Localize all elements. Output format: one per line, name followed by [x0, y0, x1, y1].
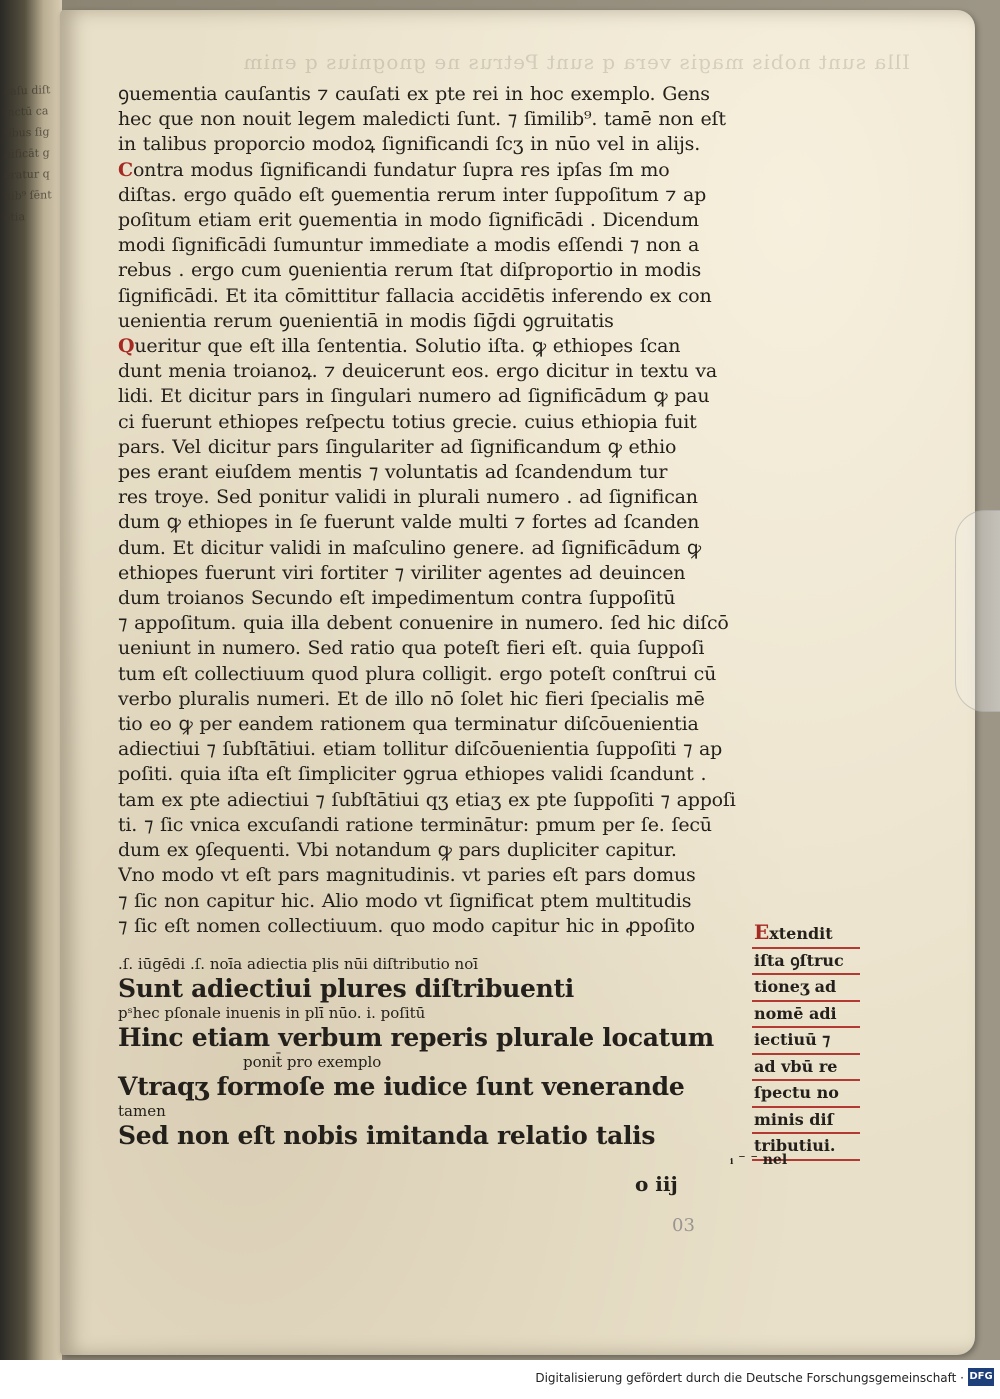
- bottom-marks: ᵢ ⁻ ⁻ nel: [730, 1152, 788, 1168]
- text-line: dum. Et dicitur validi in maſculino genere. ad ſignificādum ꝙ: [118, 536, 701, 559]
- marginal-note-line: iſta ꝯſtruc: [752, 949, 860, 976]
- marginal-note-line: minis diſ: [752, 1108, 860, 1135]
- text-line: poſiti. quia iſta eſt ſimpliciter ꝯgrua ethiopes validi ſcandunt .: [118, 763, 707, 786]
- verse-line: [118, 1121, 738, 1151]
- verse-line: [118, 974, 738, 1004]
- text-line: ⁊ appoſitum. quia illa debent conuenire in numero. ſed hic diſcō: [118, 612, 729, 635]
- show-through-text: Illa sunt nobis magis vera q sunt Petrus ne gnognius q enim: [242, 50, 910, 74]
- rubric-initial: C: [118, 158, 133, 181]
- page-holder-clip: [955, 510, 1000, 712]
- text-line: ⁊ ſic non capitur hic. Alio modo vt ſignificat ptem multitudis: [118, 889, 692, 912]
- rubric-initial: E: [754, 920, 770, 944]
- text-line: ti. ⁊ ſic vnica excuſandi ratione terminātur: pmum per ſe. ſecū: [118, 813, 712, 836]
- rubric-initial: Q: [118, 335, 135, 358]
- interlinear-gloss: tamen: [118, 1102, 166, 1120]
- text-line: pes erant eiuſdem mentis ⁊ voluntatis ad ſcandendum tur: [118, 461, 668, 484]
- text-line: diſtas. ergo quādo eſt ꝯuementia rerum inter ſuppoſitum ⁊ ap: [118, 183, 707, 206]
- text-line: ⁊ ſic eſt nomen collectiuum. quo modo capitur hic in ꝓpoſito: [118, 914, 695, 937]
- text-line: tam ex pte adiectiui ⁊ ſubſtātiui qʒ etiaʒ ex pte ſuppoſiti ⁊ appoſi: [118, 788, 736, 811]
- dfg-logo-icon: DFG: [968, 1368, 994, 1386]
- text-line: ethiopes fuerunt viri fortiter ⁊ viriliter agentes ad deuincen: [118, 561, 686, 584]
- text-line: verbo pluralis numeri. Et de illo nō ſolet hic fieri ſpecialis mē: [118, 687, 705, 710]
- verse-text: Hinc etiam verbum reperis plurale locatum: [118, 1023, 714, 1052]
- main-text-block: [118, 82, 778, 939]
- verse-block: [118, 955, 738, 1151]
- verse-text: Sed non eſt nobis imitanda relatio talis: [118, 1121, 656, 1150]
- text-line: Queritur que eſt illa ſententia. Solutio iſta. ꝙ ethiopes ſcan: [118, 335, 681, 358]
- text-line: poſitum etiam erit ꝯuementia in modo ſignificādi . Dicendum: [118, 209, 699, 232]
- marginal-note-line: ſpectu no: [752, 1081, 860, 1108]
- marginal-note: [752, 920, 860, 1161]
- text-line: tum eſt collectiuum quod plura colligit. ergo poteſt conſtrui cū: [118, 662, 717, 685]
- text-line: pars. Vel dicitur pars ſingulariter ad ſignificandum ꝙ ethio: [118, 435, 677, 458]
- interlinear-gloss: .ſ. iūgēdi .ſ. noīa adiectia plis nūi diſtributio noī: [118, 955, 479, 973]
- text-line: dum ex ꝯſequenti. Vbi notandum ꝙ pars dupliciter capitur.: [118, 839, 677, 862]
- text-line: dum troianos Secundo eſt impedimentum contra ſuppoſitū: [118, 587, 676, 610]
- marginal-note-line: tributiui.: [752, 1134, 860, 1161]
- verse-line: [118, 1023, 738, 1053]
- marginal-note-line: Extendit: [752, 920, 860, 949]
- text-line: ꝯuementia cauſantis ⁊ cauſati ex pte rei in hoc exemplo. Gens: [118, 83, 710, 105]
- text-line: modi ſignificādi ſumuntur immediate a modis eſſendi ⁊ non a: [118, 234, 700, 257]
- verse-line: [118, 1072, 738, 1102]
- marginal-note-line: tioneʒ ad: [752, 975, 860, 1002]
- text-line: ci fuerunt ethiopes reſpectu totius grecie. cuius ethiopia fuit: [118, 410, 697, 433]
- interlinear-gloss: ponit̄ pro exemplo: [243, 1053, 382, 1071]
- text-line: rebus . ergo cum ꝯuenientia rerum ſtat diſproportio in modis: [118, 259, 702, 282]
- footer-credit: Digitalisierung gefördert durch die Deutsche Forschungsgemeinschaft ·: [535, 1371, 964, 1385]
- footer-bar: [0, 1360, 1000, 1399]
- verse-text: Vtraqʒ formoſe me iudice ſunt venerande: [118, 1072, 685, 1101]
- interlinear-gloss: pˢhec pſonale inuenis in plī nūo. i. poſitū: [118, 1004, 426, 1022]
- marginal-note-line: iectiuū ⁊: [752, 1028, 860, 1055]
- facing-page-bleed: caſu diſtinctū caſibus ſignificāt geratur quib⁹ ſēntētia: [4, 83, 52, 224]
- text-line: Vno modo vt eſt pars magnitudinis. vt paries eſt pars domus: [118, 864, 696, 887]
- text-line: ſignificādi. Et ita cōmittitur fallacia accidētis inferendo ex con: [118, 284, 712, 307]
- text-line: dum ꝙ ethiopes in ſe fuerunt valde multi ⁊ fortes ad ſcanden: [118, 511, 700, 534]
- text-line: hec que non nouit legem maledicti ſunt. ⁊ ſimilib⁹. tamē non eſt: [118, 108, 726, 131]
- verse-text: Sunt adiectiui plures diſtribuenti: [118, 974, 574, 1003]
- text-line: lidi. Et dicitur pars in ſingulari numero ad ſignificādum ꝙ pau: [118, 385, 710, 408]
- marginal-note-line: ad vbū re: [752, 1055, 860, 1082]
- text-line: ueniunt in numero. Sed ratio qua poteſt fieri eſt. quia ſuppoſi: [118, 637, 705, 660]
- pencil-annotation: 03: [672, 1215, 695, 1236]
- text-line: uenientia rerum ꝯuenientiā in modis ſiḡdi ꝯgruitatis: [118, 309, 614, 332]
- text-line: res troye. Sed ponitur validi in plurali numero . ad ſignifican: [118, 486, 698, 509]
- text-line: dunt menia troianoꝝ. ⁊ deuicerunt eos. ergo dicitur in textu va: [118, 360, 718, 383]
- text-line: tio eo ꝙ per eandem rationem qua terminatur diſcōuenientia: [118, 713, 699, 736]
- marginal-note-line: nomē adi: [752, 1002, 860, 1029]
- text-line: in talibus proporcio modoꝝ ſignificandi ſcʒ in nūo vel in alijs.: [118, 133, 701, 156]
- text-line: Contra modus ſignificandi fundatur ſupra res ipſas ſm mo: [118, 158, 670, 181]
- text-line: adiectiui ⁊ ſubſtātiui. etiam tollitur diſcōuenientia ſuppoſiti ⁊ ap: [118, 738, 723, 761]
- signature-mark: o iij: [635, 1172, 678, 1196]
